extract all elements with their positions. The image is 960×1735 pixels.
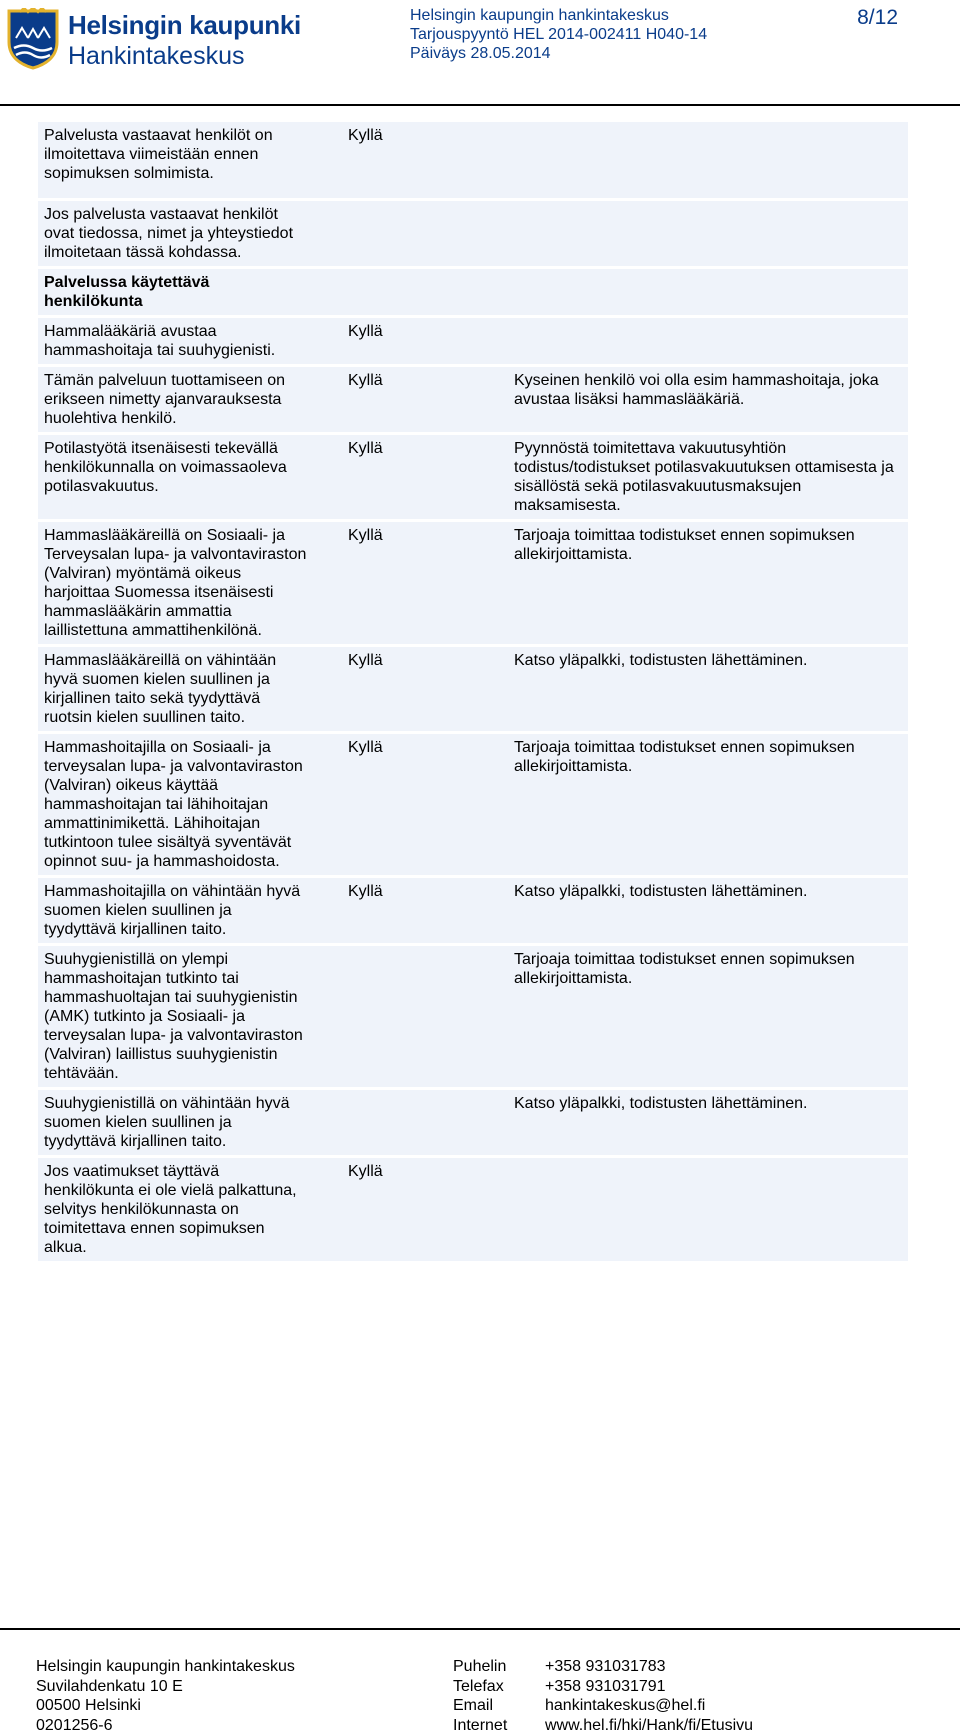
answer-cell: Kyllä [314, 878, 514, 943]
table-row [38, 435, 908, 519]
requirement-text: Hammashoitajilla on Sosiaali- ja terveysalan lupa- ja valvontaviraston (Valviran) oikeus käyttää hammashoitajan tai lähihoitajan ammattinimikettä. Lähihoitajan tutkintoon tulee sisältyä syventävät opinnot suu- ja hammashoidosta. [38, 734, 314, 875]
note-cell: Katso yläpalkki, todistusten lähettäminen. [514, 647, 908, 731]
table-row [38, 1090, 908, 1155]
page-number: 8/12 [857, 6, 898, 30]
document-header [410, 6, 707, 63]
footer-contact-values [545, 1657, 753, 1735]
answer-cell: Kyllä [314, 522, 514, 644]
requirement-text: Tämän palveluun tuottamiseen on erikseen nimetty ajanvarauksesta huolehtiva henkilö. [38, 367, 314, 432]
footer-contact-labels [453, 1657, 507, 1735]
logo-subtitle: Hankintakeskus [68, 42, 244, 71]
requirements-table [38, 122, 908, 1264]
footer-fax: +358 931031791 [545, 1677, 753, 1697]
header-reference: Tarjouspyyntö HEL 2014-002411 H040-14 [410, 25, 707, 44]
table-row [38, 269, 908, 315]
table-row [38, 647, 908, 731]
footer-street: Suvilahdenkatu 10 E [36, 1677, 295, 1697]
answer-cell: Kyllä [314, 647, 514, 731]
header-divider [0, 104, 960, 106]
requirement-text: Suuhygienistillä on vähintään hyvä suomen kielen suullinen ja tyydyttävä kirjallinen taito. [38, 1090, 314, 1155]
helsinki-crest-icon [6, 8, 60, 70]
requirement-text: Hammalääkäriä avustaa hammashoitaja tai suuhygienisti. [38, 318, 314, 364]
table-row [38, 367, 908, 432]
answer-cell [314, 946, 514, 1087]
footer-city: 00500 Helsinki [36, 1696, 295, 1716]
footer-email[interactable]: hankintakeskus@hel.fi [545, 1696, 753, 1716]
table-row [38, 946, 908, 1087]
footer-divider [0, 1628, 960, 1630]
footer-label-email: Email [453, 1696, 507, 1716]
note-cell [514, 122, 908, 198]
note-cell: Tarjoaja toimittaa todistukset ennen sopimuksen allekirjoittamista. [514, 946, 908, 1087]
footer-address [36, 1657, 295, 1735]
answer-cell: Kyllä [314, 734, 514, 875]
footer-org: Helsingin kaupungin hankintakeskus [36, 1657, 295, 1677]
note-cell: Katso yläpalkki, todistusten lähettäminen. [514, 1090, 908, 1155]
requirement-text: Hammaslääkäreillä on vähintään hyvä suomen kielen suullinen ja kirjallinen taito sekä tyydyttävä ruotsin kielen suullinen taito. [38, 647, 314, 731]
footer-label-internet: Internet [453, 1716, 507, 1735]
header-date: Päiväys 28.05.2014 [410, 44, 707, 63]
footer-phone: +358 931031783 [545, 1657, 753, 1677]
section-heading: Palvelussa käytettävä henkilökunta [38, 269, 908, 315]
table-row [38, 201, 908, 266]
table-row [38, 878, 908, 943]
logo-name: Helsingin kaupunki [68, 10, 301, 41]
note-cell [514, 1158, 908, 1261]
requirement-text: Jos vaatimukset täyttävä henkilökunta ei ole vielä palkattuna, selvitys henkilökunnasta on toimitettava ennen sopimuksen alkua. [38, 1158, 314, 1261]
answer-cell: Kyllä [314, 122, 514, 198]
table-row [38, 734, 908, 875]
note-cell: Katso yläpalkki, todistusten lähettäminen. [514, 878, 908, 943]
table-row [38, 522, 908, 644]
note-cell [514, 318, 908, 364]
footer-website[interactable]: www.hel.fi/hki/Hank/fi/Etusivu [545, 1716, 753, 1735]
requirement-text: Hammaslääkäreillä on Sosiaali- ja Terveysalan lupa- ja valvontaviraston (Valviran) myöntämä oikeus harjoittaa Suomessa itsenäisesti hammaslääkärin ammattia laillistettuna ammattihenkilönä. [38, 522, 314, 644]
answer-cell: Kyllä [314, 435, 514, 519]
note-cell: Pyynnöstä toimitettava vakuutusyhtiön todistus/todistukset potilasvakuutuksen ottamisesta ja sisällöstä sekä potilasvakuutusmaksujen maksamisesta. [514, 435, 908, 519]
note-cell: Tarjoaja toimittaa todistukset ennen sopimuksen allekirjoittamista. [514, 522, 908, 644]
footer-label-phone: Puhelin [453, 1657, 507, 1677]
answer-cell: Kyllä [314, 318, 514, 364]
note-cell: Kyseinen henkilö voi olla esim hammashoitaja, joka avustaa lisäksi hammaslääkäriä. [514, 367, 908, 432]
answer-cell: Kyllä [314, 367, 514, 432]
note-cell: Tarjoaja toimittaa todistukset ennen sopimuksen allekirjoittamista. [514, 734, 908, 875]
requirement-text: Suuhygienistillä on ylempi hammashoitajan tutkinto tai hammashuoltajan tai suuhygienistin (AMK) tutkinto ja Sosiaali- ja terveysalan lupa- ja valvontaviraston (Valviran) laillistus suuhygienistin tehtävään. [38, 946, 314, 1087]
requirement-text: Hammashoitajilla on vähintään hyvä suomen kielen suullinen ja tyydyttävä kirjallinen taito. [38, 878, 314, 943]
table-row [38, 122, 908, 198]
city-logo [4, 6, 304, 72]
answer-cell: Kyllä [314, 1158, 514, 1261]
footer-business-id: 0201256-6 [36, 1716, 295, 1735]
requirement-text: Palvelusta vastaavat henkilöt on ilmoitettava viimeistään ennen sopimuksen solmimista. [38, 122, 314, 198]
footer-label-fax: Telefax [453, 1677, 507, 1697]
instruction-text: Jos palvelusta vastaavat henkilöt ovat tiedossa, nimet ja yhteystiedot ilmoitetaan tässä kohdassa. [38, 201, 908, 266]
answer-cell [314, 1090, 514, 1155]
header-org: Helsingin kaupungin hankintakeskus [410, 6, 707, 25]
table-row [38, 318, 908, 364]
requirement-text: Potilastyötä itsenäisesti tekevällä henkilökunnalla on voimassaoleva potilasvakuutus. [38, 435, 314, 519]
table-row [38, 1158, 908, 1261]
